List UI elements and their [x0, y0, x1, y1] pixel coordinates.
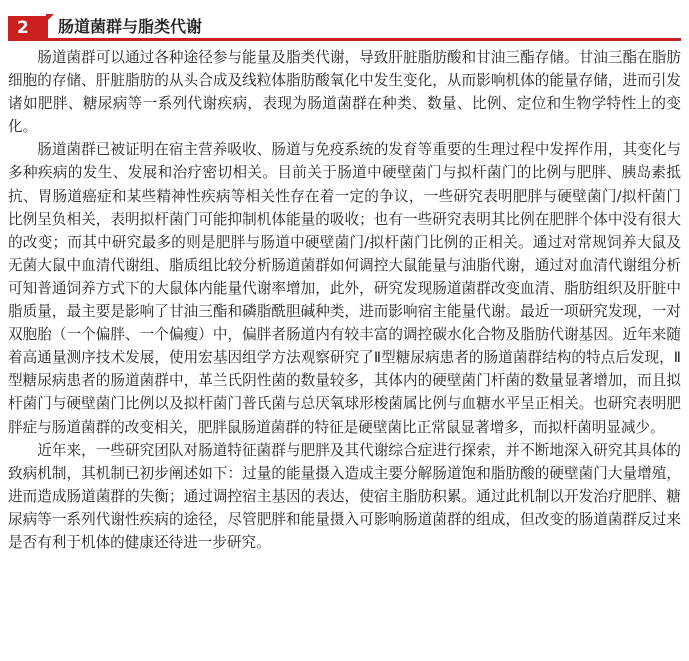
badge-corner-decoration — [46, 14, 54, 22]
section-number-badge: 2 — [8, 16, 48, 41]
header-underline — [8, 38, 681, 41]
paragraph-1: 肠道菌群可以通过各种途径参与能量及脂类代谢，导致肝脏脂肪酸和甘油三酯存储。甘油三酯在脂肪细胞的存储、肝脏脂肪的从头合成及线粒体脂肪酸氧化中发生变化，从而影响机体的能量存储，进而引发诸如肥胖、糖尿病等一系列代谢疾病，表现为肠道菌群在种类、数量、比例、定位和生物学特性上的变化。 — [8, 49, 681, 136]
section-header — [8, 12, 681, 40]
paragraph-2: 肠道菌群已被证明在宿主营养吸收、肠道与免疫系统的发育等重要的生理过程中发挥作用，其变化与多种疾病的发生、发展和治疗密切相关。目前关于肠道中硬壁菌门与拟杆菌门的比例与肥胖、胰岛素抵抗、胃肠道癌症和某些精神性疾病等相关性存在着一定的争议，一些研究表明肥胖与硬壁菌门/拟杆菌门比例呈负相关，表明拟杆菌门可能抑制机体能量的吸收；也有一些研究表明其比例在肥胖个体中没有很大的改变；而其中研究最多的则是肥胖与肠道中硬壁菌门/拟杆菌门比例的正相关。通过对常规饲养大鼠及无菌大鼠中血清代谢组、脂质组比较分析肠道菌群如何调控大鼠能量与油脂代谢，通过对血清代谢组分析可知普通饲养方式下的大鼠体内能量代谢率增加，此外，研究发现肠道菌群改变血清、脂肪组织及肝脏中脂质量，最主要是影响了甘油三酯和磷脂酰胆碱种类，进而影响宿主能量代谢。最近一项研究发现，一对双胞胎（一个偏胖、一个偏瘦）中，偏胖者肠道内有较丰富的调控碳水化合物及脂肪代谢基因。近年来随着高通量测序技术发展，使用宏基因组学方法观察研究了Ⅱ型糖尿病患者的肠道菌群结构的特点后发现，Ⅱ型糖尿病患者的肠道菌群中，革兰氏阴性菌的数量较多，其体内的硬壁菌门杆菌的数量显著增加，而且拟杆菌门与硬壁菌门比例以及拟杆菌门普氏菌与总厌氧球形梭菌属比例与血糖水平呈正相关。也研究表明肥胖症与肠道菌群的改变相关，肥胖鼠肠道菌群的特征是硬壁菌比正常鼠显著增多，而拟杆菌明显减少。 — [8, 141, 681, 436]
section-title: 肠道菌群与脂类代谢 — [58, 17, 203, 36]
paragraph-3: 近年来，一些研究团队对肠道特征菌群与肥胖及其代谢综合症进行探索，并不断地深入研究其具体的致病机制，其机制已初步阐述如下：过量的能量摄入造成主要分解肠道饱和脂肪酸的硬壁菌门大量增殖，进而造成肠道菌群的失衡；通过调控宿主基因的表达，使宿主脂肪积累。通过此机制以开发治疗肥胖、糖尿病等一系列代谢性疾病的途径，尽管肥胖和能量摄入可影响肠道菌群的组成，但改变的肠道菌群反过来是否有利于机体的健康还待进一步研究。 — [8, 441, 681, 551]
